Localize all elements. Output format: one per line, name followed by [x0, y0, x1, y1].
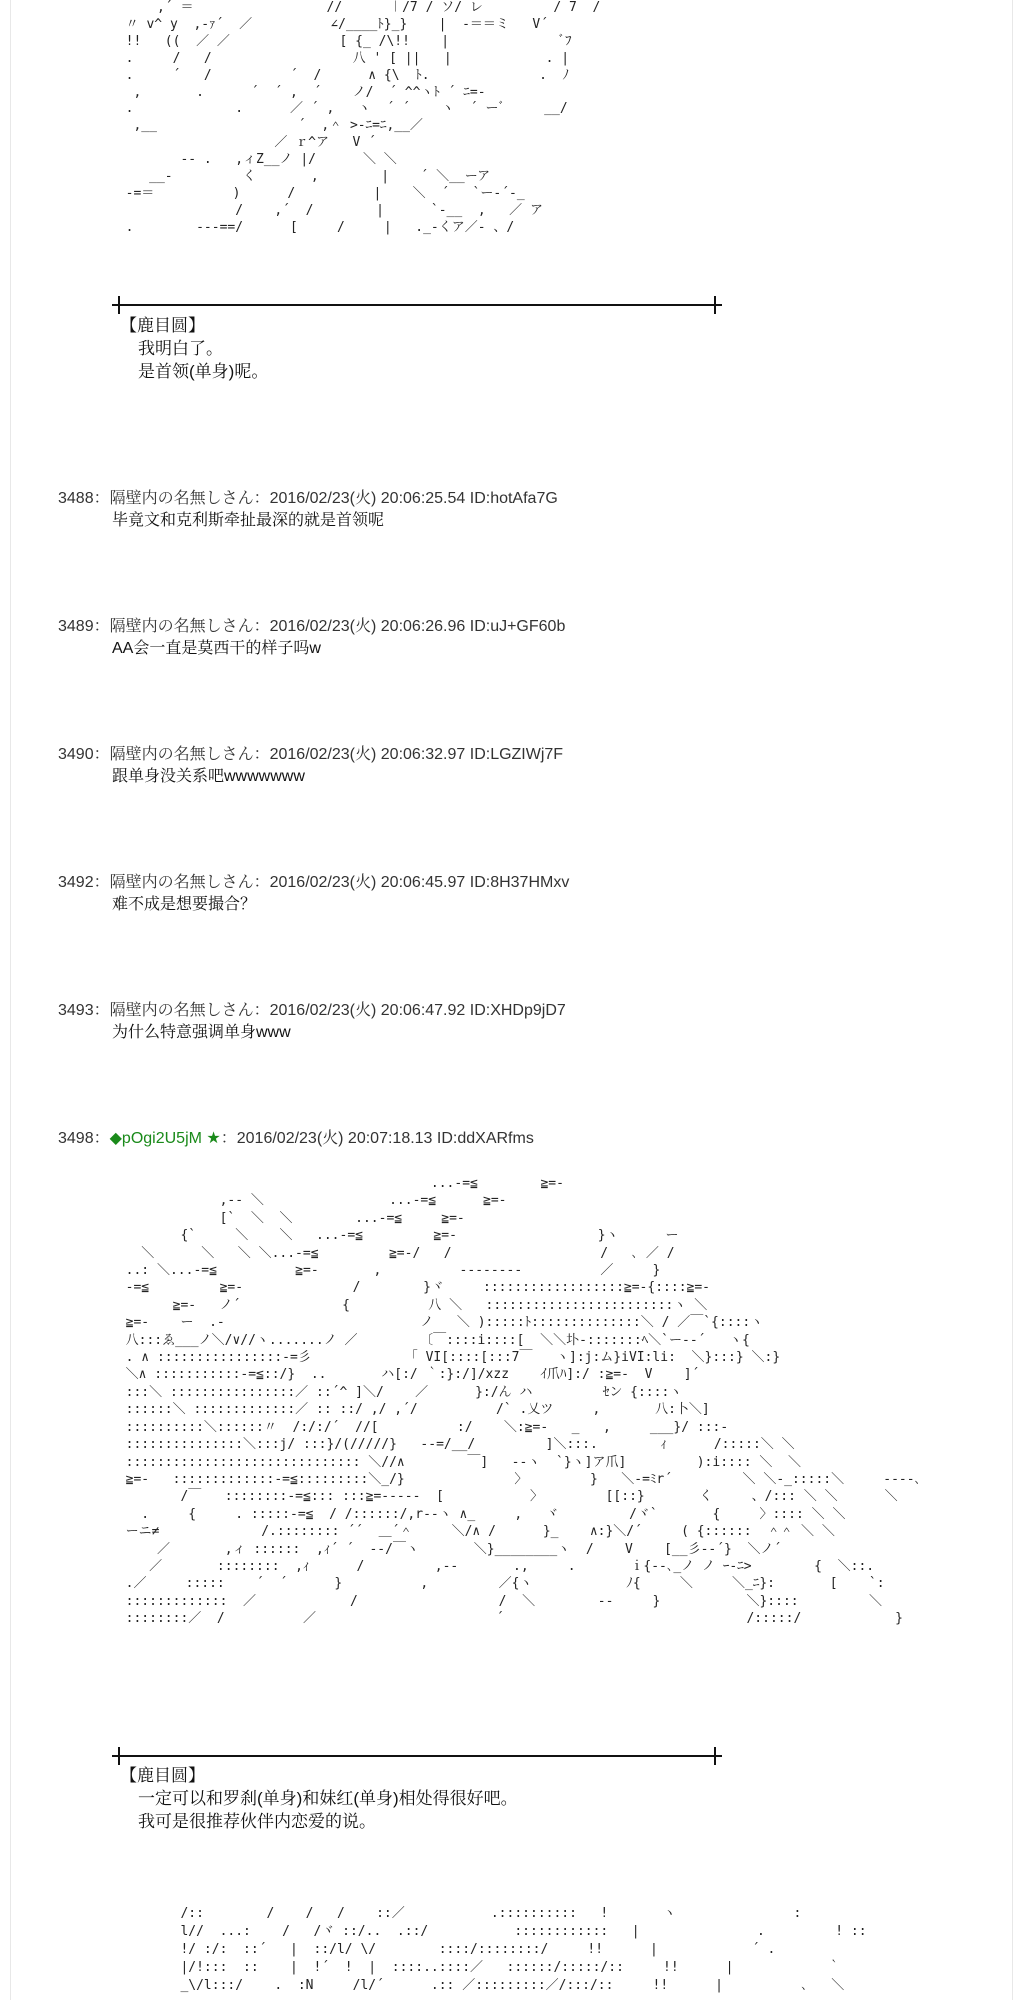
page-left-border — [10, 0, 11, 2000]
ascii-art-top: ,´ ＝ // ︱/7 / ソ/ レ / 7 / 〃 v^ y ,-ｧ´ ／ ∠/____ﾄ}_} | -＝＝ミ V´ !! (( ／ ／ [ {_ /\!! | ﾞﾌ . / / 八 ' [ || | . | . ´ / ´ / ∧ {\ ﾄ. . ﾉ , . ´ ´ , ´ ノ/ ´ ^^ヽﾄ ´ ﾆ=- . . ／ ´ , ヽ ´ ´ ヽ ´ ーﾞ __/ ,__ ´ ,＾ >-ﾆ=ﾆ,__／ ／ ｒ^ア V ´ -- . ,ィZ__ノ |/ ＼ ＼ __- く , | ´ ＼__ーア -=＝ ) / | ＼ ´ `ー-´-_ / ,´ / | `-__ , ／ ア . ---==/ [ / | ._-くア／- 、/ — [125, 0, 601, 235]
dialog-block — [120, 1764, 518, 1833]
post — [58, 1000, 566, 1044]
trip-diamond-icon: ◆ — [109, 1130, 122, 1147]
post-header: 3492：隔壁内の名無しさん：2016/02/23(火) 20:06:45.97 ID:8H37HMxv — [58, 874, 570, 891]
ascii-art-middle: ...-=≦ ≧=- ,-- ＼ ...-=≦ ≧=- [` ＼ ＼ ...-=≦ ≧=- {` ＼ ＼ ...-=≦ ≧=- }ヽ ー ＼ ＼ ＼ ＼...-=≦ ≧=-/ / / ､ ／ / ..: ＼...-=≦ ≧=- , -------- ／ } -=≦ ≧=- / }ヾ ::::::::::::::::::≧=-{::::≧=- ≧=- ノ´ { 八 ＼ ::::::::::::::::::::::::ヽ ＼ ≧=- ー .- ノ ＼ ):::::ﾄ::::::::::::::＼ / ／￣`{::::ヽ 八:::ゑ___ノ＼/∨//ヽ.......ノ ／ 〔￣::::i::::[ ＼＼圤-:::::::ﾍ＼`ー--´ ヽ{ . ∧ ::::::::::::::::-=彡 「 VI[::::[:::7￣ ヽ]:j:ム}iVI:li: ＼}:::} ＼:} ＼∧ :::::::::::-=≦::/} .. ハ[:/ ｀:}:/]/xzz ｲ爪ﾊ]:/ :≧=- V ]´ :::＼ ::::::::::::::::／ ::´^ ]＼/ ／ }:/ん ハ ｾン {::::ヽ ::::::＼ :::::::::::::／ :: ::/ ,/ ,´/ /` .乂ツ , 八:卜＼] ::::::::::＼::::::〃 /:/:/´ //[ :/ ＼:≧=- _ , ___}/ :::- :::::::::::::::＼:::j/ :::}/(/////} --=/__/ ]＼:::. ｨ /:::::＼ ＼ :::::::::::::::::::::::::::::: ＼//∧ ￣] --ヽ `}ヽ]ア爪] ):i:::: ＼ ＼ ≧=- :::::::::::::-=≦:::::::::＼_/} 〉 } ＼-=ﾐr´ ＼ ＼-_:::::＼ ----､ /￣ ::::::::-=≦::: :::≧=----- [ 〉 [[::} く 、/::: ＼ ＼ ＼ . { . :::::-=≦ / /::::::/,r--ヽ ∧_ , ヾ /ヾ` { 〉:::: ＼ ＼ ーニ≠ /.:::::::: ´´ ＿´＾ ＼/∧ / }_ ∧:}＼/´ ( {:::::: ＾＾ ＼ ＼ ／ ,ィ :::::: ,ｨ´ ´ --/￣ヽ ＼}________ヽ / V [__彡--´} ＼ノ´ ／ :::::::: ,ｨ / ,-- ., . ｉ{--､_ノ ノ ｰ-ﾆ> { ＼::. .／ ::::: ´ ´ } , ／{ヽ ﾉ{ ＼ ＼_ﾆ}: [ `: ::::::::::::: ／ / / ＼ -- } ＼}:::: ＼ ::::::::／ / ／ ´ /:::::/ } — [125, 1176, 922, 1627]
post — [58, 744, 563, 788]
dialog-line: 我可是很推荐伙伴内恋爱的说。 — [138, 1812, 376, 1831]
post-meta: ：2016/02/23(火) 20:07:18.13 ID:ddXARfms — [220, 1130, 534, 1147]
trip-code: pOgi2U5jM — [121, 1130, 202, 1147]
post-number: 3498： — [58, 1130, 110, 1147]
dialog-line: 是首领(单身)呢。 — [138, 362, 269, 381]
post-body: 为什么特意强调单身www — [112, 1024, 291, 1041]
star-icon: ★ — [206, 1130, 221, 1147]
post — [58, 872, 569, 916]
post-header: 3488：隔壁内の名無しさん：2016/02/23(火) 20:06:25.54 ID:hotAfa7G — [58, 490, 558, 507]
divider-rule — [112, 304, 722, 306]
dialog-line: 一定可以和罗刹(单身)和妹红(单身)相处得很好吧。 — [138, 1789, 518, 1808]
post-body: 跟单身没关系吧wwwwwww — [112, 768, 305, 785]
divider-rule — [112, 1755, 722, 1757]
post-header: 3490：隔壁内の名無しさん：2016/02/23(火) 20:06:32.97 ID:LGZIWj7F — [58, 746, 564, 763]
post-header: 3489：隔壁内の名無しさん：2016/02/23(火) 20:06:26.96 ID:uJ+GF60b — [58, 618, 566, 635]
speaker-name: 【鹿目圆】 — [120, 316, 205, 335]
dialog-block — [120, 314, 268, 383]
post-header — [58, 1128, 534, 1150]
post-body: 毕竟文和克利斯牵扯最深的就是首领呢 — [112, 512, 385, 529]
dialog-line: 我明白了。 — [138, 339, 223, 358]
speaker-name: 【鹿目圆】 — [120, 1766, 205, 1785]
post-author — [58, 1128, 534, 1150]
ascii-art-bottom: /:: / / / ::／ .:::::::::: ! ヽ : l// ...: / /ヾ ::/.. .::/ :::::::::::: | . ! :: !/ :/: ::´ | ::/l/ \/ ::::/::::::::/ !! | ´ . |/!::: :: | !´ ! | ::::..::::／ ::::::/:::::/:: !! | ｀ _\/l:::/ . :N /l/´ .:: ／:::::::::／/:::/:: !! | ､ ＼ — [180, 1906, 867, 1993]
page-right-border — [1012, 0, 1013, 2000]
post-body: AA会一直是莫西干的样子吗w — [112, 640, 321, 657]
post — [58, 488, 558, 532]
post — [58, 616, 565, 660]
post-header: 3493：隔壁内の名無しさん：2016/02/23(火) 20:06:47.92 ID:XHDp9jD7 — [58, 1002, 566, 1019]
post-body: 难不成是想要撮合？ — [112, 896, 257, 913]
